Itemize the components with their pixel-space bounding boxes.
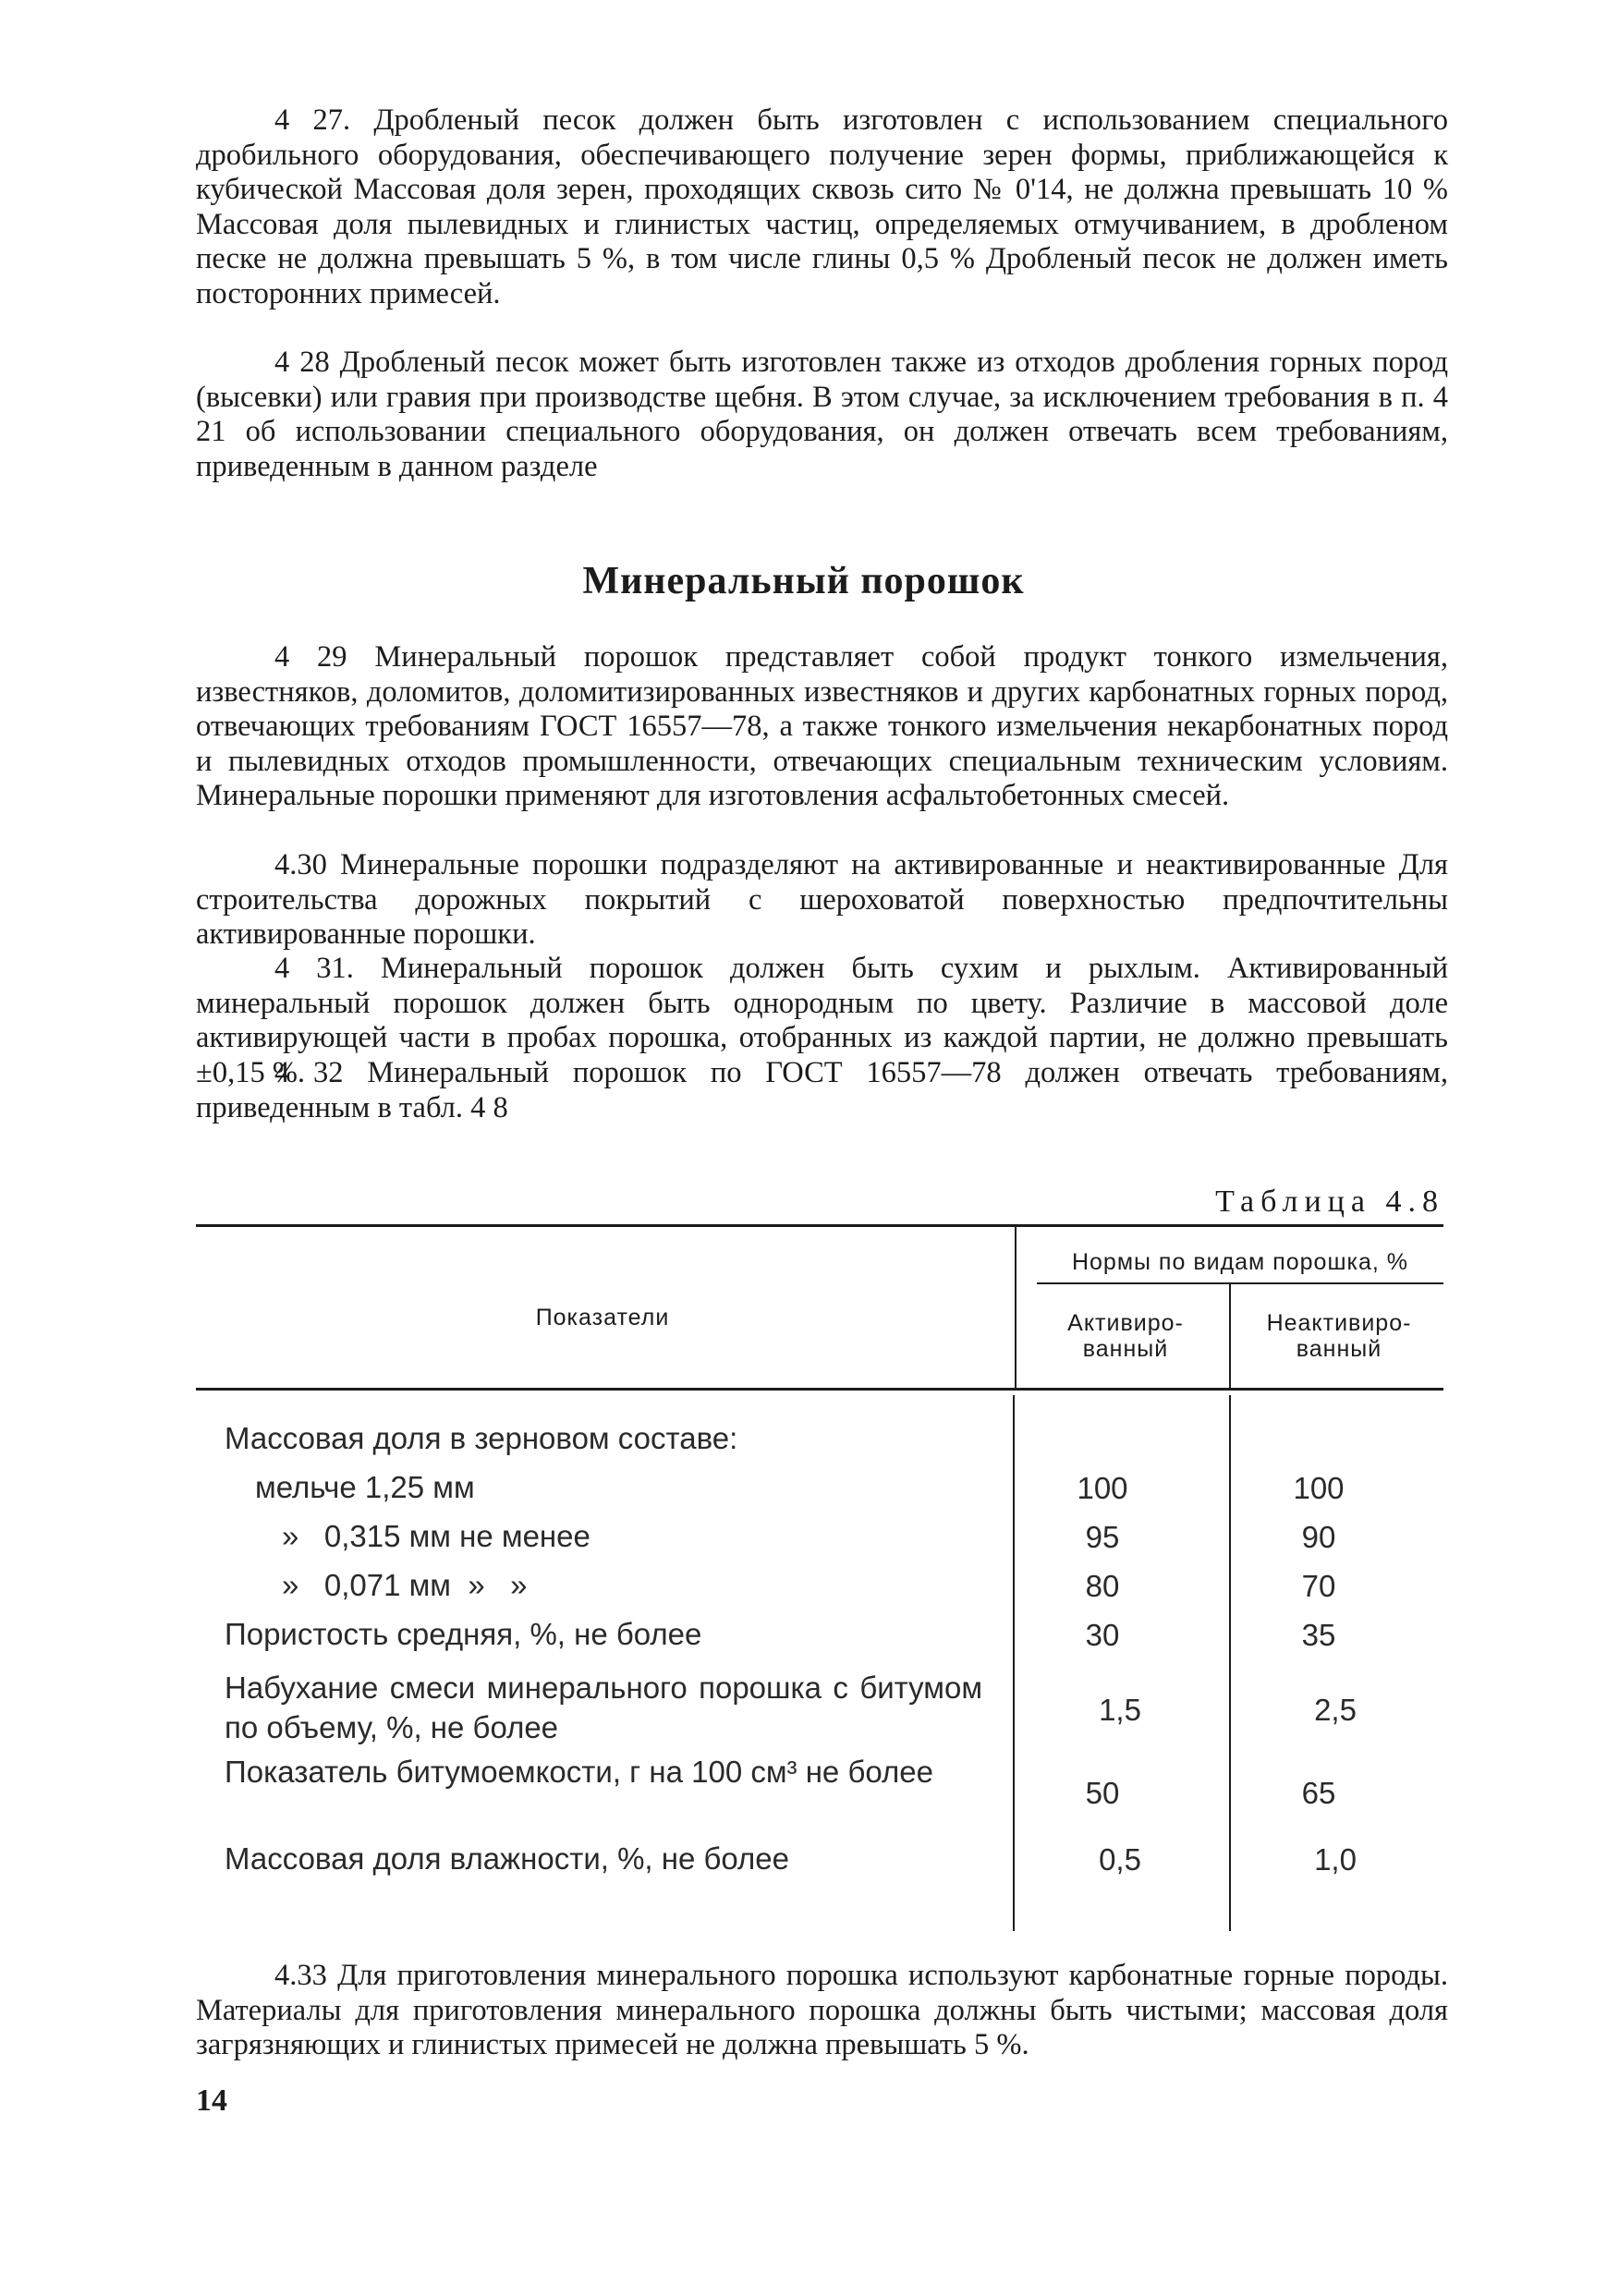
table-row-label: Массовая доля в зерновом составе:	[225, 1421, 738, 1455]
column-group-header: Нормы по видам порошка, %	[1071, 1249, 1409, 1275]
paragraph-4-33: 4.33 Для приготовления минерального порошка используют карбонатные горные породы. Материалы для приготовления минерального порошка должны быть чистыми; массовая доля загрязняющих и глинистых примесей не должна превышать 5 %.	[196, 1959, 1448, 2061]
section-heading: Минеральный порошок	[582, 560, 1025, 602]
column-header-non-activated: Неактивиро- ванный	[1266, 1310, 1412, 1362]
table-cell-non-activated: 2,5	[1314, 1693, 1357, 1727]
table-cell-activated: 100	[1077, 1471, 1128, 1505]
paragraph-4-31: 4 31. Минеральный порошок должен быть сухим и рыхлым. Активированный минеральный порошок должен быть однородным по цвету. Различие в массовой доле активирующей части в пробах порошка, отобранных из каждой партии, не должно превышать ±0,15 %.	[196, 952, 1448, 1089]
paragraph-4-29: 4 29 Минеральный порошок представляет собой продукт тонкого измельчения, известняков, доломитов, доломитизированных известняков и других карбонатных горных пород, отвечающих требованиям ГОСТ 16557—78, а также тонкого измельчения некарбонатных пород и пылевидных отходов промышленности, отвечающих специальным техническим условиям. Минеральные порошки применяют для изготовления асфальтобетонных смесей.	[196, 640, 1448, 812]
paragraph-4-28: 4 28 Дробленый песок может быть изготовлен также из отходов дробления горных пород (высевки) или гравия при производстве щебня. В этом случае, за исключением требования в п. 4 21 об использовании специального оборудования, он должен отвечать всем требованиям, приведенным в данном разделе	[196, 346, 1448, 483]
table-row-label: Показатель битумоемкости, г на 100 см³ не более	[225, 1755, 933, 1789]
table-row-label: » 0,071 мм » »	[282, 1568, 528, 1602]
table-header-divider	[1015, 1227, 1017, 1388]
table-body-divider-2	[1229, 1395, 1231, 1931]
table-cell-non-activated: 70	[1301, 1569, 1336, 1603]
paragraph-4-27: 4 27. Дробленый песок должен быть изготовлен с использованием специального дробильного оборудования, обеспечивающего получение зерен формы, приближающейся к кубической Массовая доля зерен, проходящих сквозь сито № 0'14, не должна превышать 10 % Массовая доля пылевидных и глинистых частиц, определяемых отмучиванием, в дробленом песке не должна превышать 5 %, в том числе глины 0,5 % Дробленый песок не должен иметь посторонних примесей.	[196, 103, 1448, 310]
table-cell-activated: 50	[1085, 1776, 1120, 1810]
paragraph-4-30: 4.30 Минеральные порошки подразделяют на активированные и неактивированные Для строительства дорожных покрытий с шероховатой поверхностью предпочтительны активированные порошки.	[196, 848, 1448, 951]
table-cell-non-activated: 1,0	[1314, 1842, 1357, 1877]
table-cell-non-activated: 100	[1293, 1471, 1345, 1505]
table-cell-non-activated: 35	[1301, 1618, 1336, 1652]
table-cell-activated: 80	[1085, 1569, 1120, 1603]
table-cell-activated: 95	[1085, 1520, 1120, 1554]
paragraph-4-32: 4 32 Минеральный порошок по ГОСТ 16557—78 должен отвечать требованиям, приведенным в табл. 4 8	[196, 1056, 1448, 1124]
table-cell-non-activated: 65	[1301, 1776, 1336, 1810]
table-cell-activated: 30	[1085, 1618, 1120, 1652]
page-number: 14	[196, 2083, 227, 2118]
table-row-label: » 0,315 мм не менее	[282, 1519, 590, 1553]
table-cell-activated: 0,5	[1099, 1842, 1141, 1877]
column-header-activated: Активиро- ванный	[1067, 1310, 1184, 1362]
table-top-rule	[196, 1224, 1443, 1227]
table-row-label: Массовая доля влажности, %, не более	[225, 1841, 789, 1876]
table-cell-non-activated: 90	[1301, 1520, 1336, 1554]
table-header-rule	[196, 1388, 1443, 1391]
table-row-label: Набухание смеси минерального порошка с битумом по объему, %, не более	[225, 1670, 982, 1744]
table-row-label: Пористость средняя, %, не более	[225, 1617, 702, 1651]
table-subheader-divider	[1229, 1284, 1231, 1388]
table-caption: Таблица 4.8	[1215, 1184, 1444, 1219]
table-group-rule	[1037, 1282, 1443, 1284]
table-body-divider-1	[1013, 1395, 1015, 1931]
table-cell-activated: 1,5	[1099, 1693, 1141, 1727]
column-header-indicator: Показатели	[535, 1305, 670, 1330]
table-row-label: мельче 1,25 мм	[255, 1470, 475, 1504]
